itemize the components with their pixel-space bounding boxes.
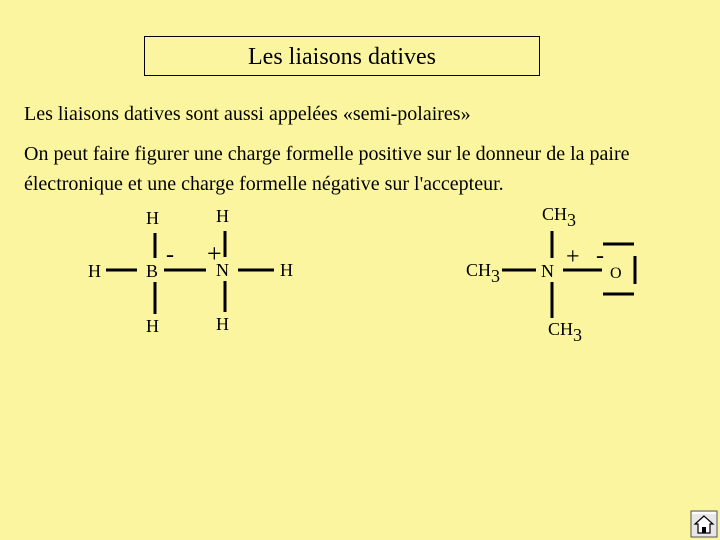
charge-minus-oxygen: - (596, 243, 604, 269)
molecule-amine-oxide (466, 204, 635, 345)
atom-h-bottom-right: H (216, 314, 229, 334)
atom-nitrogen-2: N (541, 261, 554, 281)
charge-minus-boron: - (166, 242, 174, 268)
atom-oxygen: O (610, 265, 622, 282)
molecule-borane-ammonia (88, 206, 293, 336)
atom-h-bottom-left: H (146, 316, 159, 336)
group-ch3-top: CH3 (542, 204, 577, 230)
atom-h-top-left: H (146, 208, 159, 228)
atom-h-left: H (88, 261, 101, 281)
slide-title: Les liaisons datives (144, 36, 540, 76)
atom-nitrogen: N (216, 260, 229, 280)
atom-h-right: H (280, 260, 293, 280)
home-icon[interactable] (690, 510, 718, 538)
charge-plus-nitrogen: + (207, 239, 222, 268)
charge-plus-nitrogen-2: + (566, 244, 580, 270)
paragraph-1: Les liaisons datives sont aussi appelées «semi-polaires» (24, 103, 471, 125)
group-ch3-bottom: CH3 (548, 319, 583, 345)
atom-h-top-right: H (216, 206, 229, 226)
group-ch3-left: CH3 (466, 260, 501, 286)
paragraph-2: On peut faire figurer une charge formelle positive sur le donneur de la paire électronique et une charge formelle négative sur l'accepteur. (24, 143, 630, 195)
atom-boron: B (146, 261, 159, 281)
